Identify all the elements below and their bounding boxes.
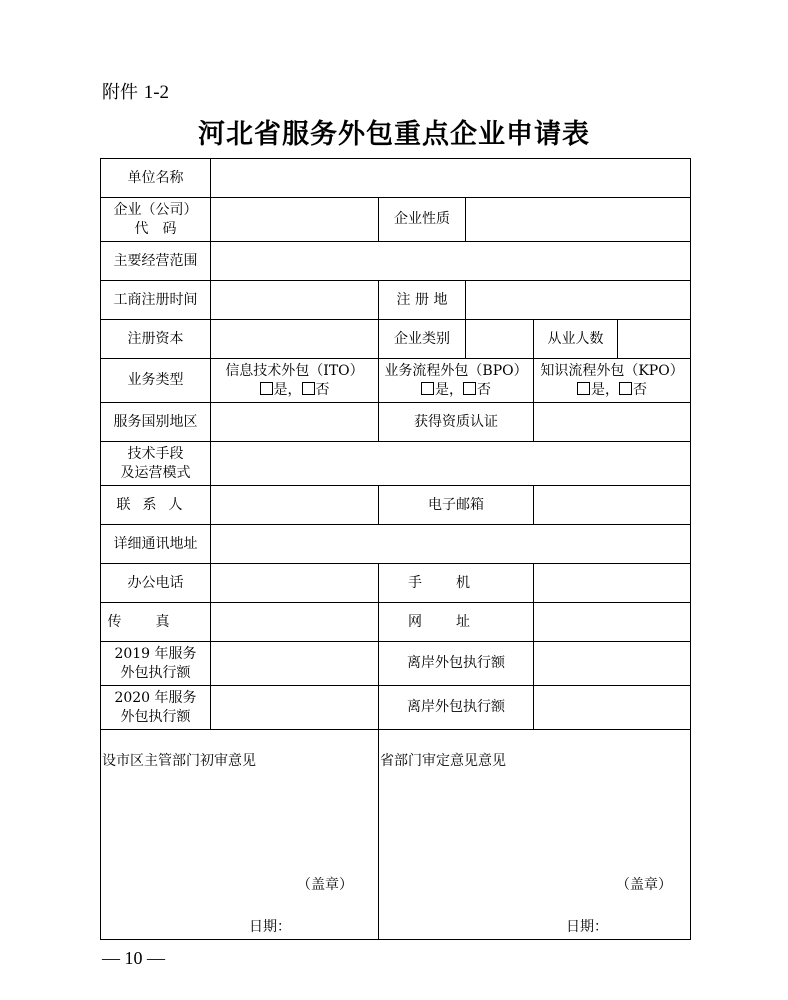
reg-place-field[interactable]: [466, 281, 691, 320]
mobile-label: 手机: [379, 564, 534, 603]
offshore-2020-label: 离岸外包执行额: [379, 686, 534, 730]
kpo-label: 知识流程外包（KPO）: [540, 362, 684, 379]
address-label: 详细通讯地址: [101, 525, 211, 564]
nature-field[interactable]: [466, 198, 691, 242]
attachment-prefix: 附件: [102, 82, 144, 103]
address-field[interactable]: [211, 525, 691, 564]
province-seal-label: （盖章）: [616, 877, 672, 893]
website-label: 网址: [379, 603, 534, 642]
business-type-label: 业务类型: [101, 359, 211, 403]
category-field[interactable]: [466, 320, 534, 359]
y2019-label: [101, 642, 211, 686]
qualification-label: 获得资质认证: [379, 403, 534, 442]
kpo-cell: [534, 359, 691, 403]
employees-label: 从业人数: [534, 320, 618, 359]
kpo-no-checkbox[interactable]: [619, 382, 632, 395]
office-phone-label: 办公电话: [101, 564, 211, 603]
page-title: 河北省服务外包重点企业申请表: [198, 119, 590, 150]
province-date-label: 日期：: [566, 919, 608, 935]
y2019-label-line1: 2019 年服务: [114, 645, 197, 662]
qualification-field[interactable]: [534, 403, 691, 442]
unit-name-label: 单位名称: [101, 159, 211, 198]
offshore-2019-field[interactable]: [534, 642, 691, 686]
attachment-label: [102, 78, 169, 104]
service-region-field[interactable]: [211, 403, 379, 442]
kpo-options: [534, 381, 690, 400]
company-code-label-line1: 企业（公司）: [113, 201, 198, 218]
company-code-label-line2: 代 码: [134, 220, 177, 237]
ito-no-checkbox[interactable]: [302, 382, 315, 395]
reg-place-label: 注 册 地: [379, 281, 466, 320]
contact-label: 联系人: [101, 486, 211, 525]
business-scope-label: 主要经营范围: [101, 242, 211, 281]
city-opinion-cell[interactable]: [101, 730, 379, 940]
tech-mode-field[interactable]: [211, 442, 691, 486]
office-phone-field[interactable]: [211, 564, 379, 603]
application-form: [100, 158, 691, 940]
page-number: — 10 —: [102, 948, 165, 968]
y2020-field[interactable]: [211, 686, 379, 730]
y2020-label: [101, 686, 211, 730]
bpo-yes-checkbox[interactable]: [421, 382, 434, 395]
company-code-label: [101, 198, 211, 242]
y2020-label-line2: 外包执行额: [120, 708, 191, 725]
ito-label: 信息技术外包（ITO）: [225, 362, 364, 379]
employees-field[interactable]: [618, 320, 691, 359]
website-field[interactable]: [534, 603, 691, 642]
reg-capital-field[interactable]: [211, 320, 379, 359]
tech-mode-label-line2: 及运营模式: [120, 464, 191, 481]
city-seal-label: （盖章）: [297, 877, 353, 893]
offshore-2019-label: 离岸外包执行额: [379, 642, 534, 686]
ito-options: [211, 381, 378, 400]
bpo-yes-label: 是，: [435, 381, 463, 398]
reg-capital-label: 注册资本: [101, 320, 211, 359]
mobile-field[interactable]: [534, 564, 691, 603]
attachment-number: 1-2: [143, 82, 170, 103]
tech-mode-label-line1: 技术手段: [127, 445, 184, 462]
city-date-label: 日期：: [249, 919, 291, 935]
y2019-label-line2: 外包执行额: [120, 664, 191, 681]
kpo-no-label: 否: [633, 381, 648, 398]
unit-name-field[interactable]: [211, 159, 691, 198]
nature-label: 企业性质: [379, 198, 466, 242]
email-field[interactable]: [534, 486, 691, 525]
business-scope-field[interactable]: [211, 242, 691, 281]
city-opinion-label: 设市区主管部门初审意见: [102, 753, 256, 769]
y2019-field[interactable]: [211, 642, 379, 686]
email-label: 电子邮箱: [379, 486, 534, 525]
ito-yes-checkbox[interactable]: [260, 382, 273, 395]
ito-cell: [211, 359, 379, 403]
reg-time-label: 工商注册时间: [101, 281, 211, 320]
reg-time-field[interactable]: [211, 281, 379, 320]
bpo-options: [379, 381, 533, 400]
ito-yes-label: 是，: [273, 381, 302, 398]
fax-field[interactable]: [211, 603, 379, 642]
company-code-field[interactable]: [211, 198, 379, 242]
bpo-no-checkbox[interactable]: [463, 382, 476, 395]
bpo-no-label: 否: [477, 381, 491, 398]
province-opinion-label: 省部门审定意见意见: [380, 753, 506, 769]
service-region-label: 服务国别地区: [101, 403, 211, 442]
bpo-label: 业务流程外包（BPO）: [384, 362, 528, 379]
province-opinion-cell[interactable]: [379, 730, 691, 940]
bpo-cell: [379, 359, 534, 403]
y2020-label-line1: 2020 年服务: [114, 689, 197, 706]
fax-label: 传真: [101, 603, 211, 642]
offshore-2020-field[interactable]: [534, 686, 691, 730]
category-label: 企业类别: [379, 320, 466, 359]
kpo-yes-label: 是，: [591, 381, 620, 398]
contact-field[interactable]: [211, 486, 379, 525]
tech-mode-label: [101, 442, 211, 486]
kpo-yes-checkbox[interactable]: [577, 382, 590, 395]
ito-no-label: 否: [315, 381, 330, 398]
